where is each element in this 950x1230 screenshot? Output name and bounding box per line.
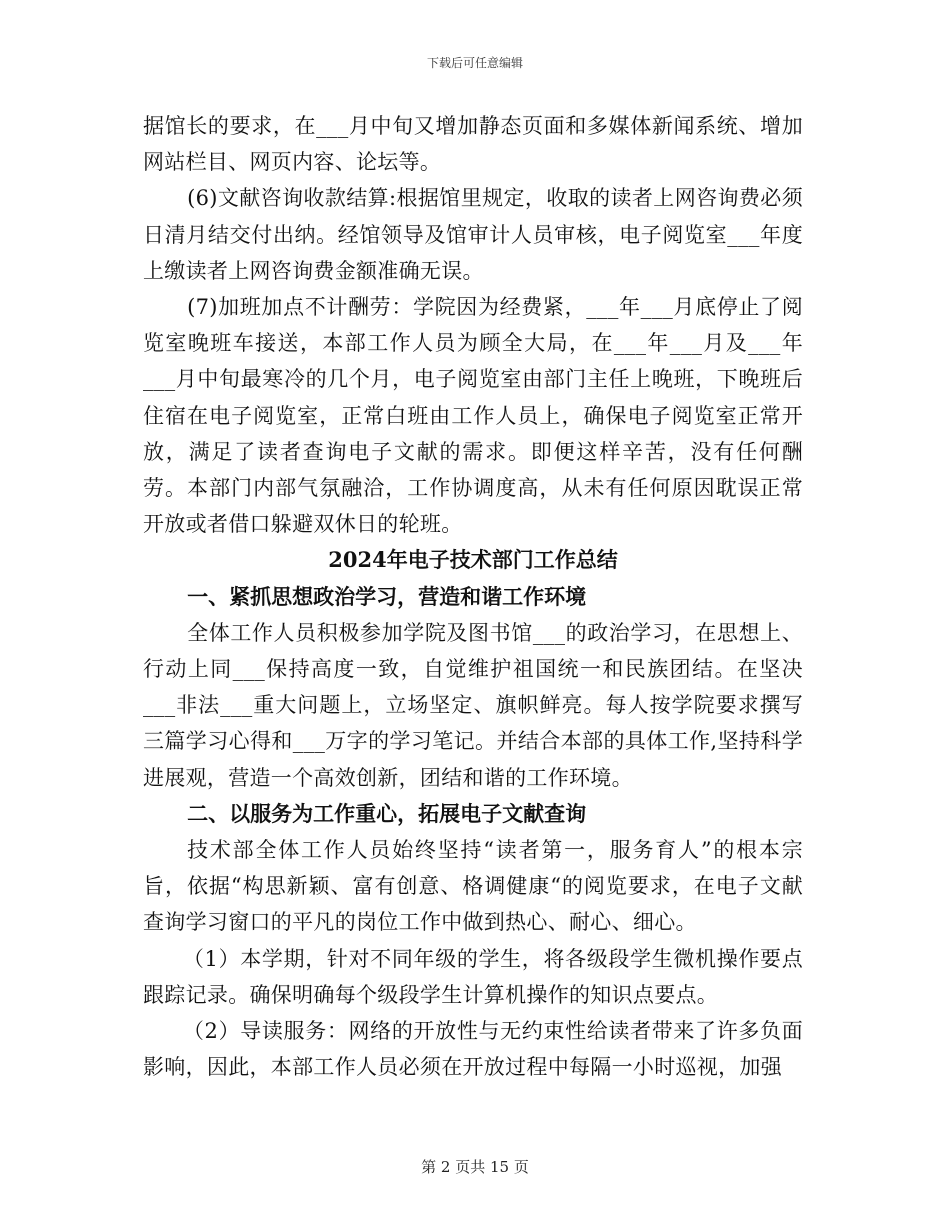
section-title: 2024年电子技术部门工作总结 — [328, 547, 618, 573]
document-body — [143, 108, 803, 1085]
page-header: 下载后可任意编辑 — [426, 56, 523, 70]
paragraph-item-1: （1）本学期，针对不同年级的学生，将各级段学生微机操作要点跟踪记录。确保明确每个级段学生计算机操作的知识点要点。 — [143, 946, 803, 1007]
page-footer: 第 2 页共 15 页 — [421, 1158, 529, 1176]
heading-2: 二、以服务为工作重心，拓展电子文献查询 — [187, 800, 587, 826]
paragraph-item-7: (7)加班加点不计酬劳：学院因为经费紧，___年___月底停止了阅览室晚班车接送，本部工作人员为顾全大局，在___年___月及___年___月中旬最寒冷的几个月，电子阅览室由部门主任上晚班，下晚班后住宿在电子阅览室，正常白班由工作人员上，确保电子阅览室正常开放，满足了读者查询电子文献的需求。即便这样辛苦，没有任何酬劳。本部门内部气氛融洽，工作协调度高，从未有任何原因耽误正常开放或者借口躲避双休日的轮班。 — [143, 295, 803, 537]
paragraph-continuation: 据馆长的要求，在___月中旬又增加静态页面和多媒体新闻系统、增加网站栏目、网页内容、论坛等。 — [143, 114, 803, 175]
paragraph-item-6: (6)文献咨询收款结算:根据馆里规定，收取的读者上网咨询费必须日清月结交付出纳。经馆领导及馆审计人员审核，电子阅览室___年度上缴读者上网咨询费金额准确无误。 — [143, 186, 803, 283]
heading-1: 一、紧抓思想政治学习，营造和谐工作环境 — [187, 583, 587, 609]
paragraph-politics: 全体工作人员积极参加学院及图书馆___的政治学习，在思想上、行动上同___保持高度一致，自觉维护祖国统一和民族团结。在坚决___非法___重大问题上，立场坚定、旗帜鲜亮。每人按学院要求撰写三篇学习心得和___万字的学习笔记。并结合本部的具体工作,坚持科学进展观，营造一个高效创新，团结和谐的工作环境。 — [143, 620, 803, 790]
paragraph-service: 技术部全体工作人员始终坚持“读者第一，服务育人”的根本宗旨，依据“构思新颖、富有创意、格调健康“的阅览要求，在电子文献查询学习窗口的平凡的岗位工作中做到热心、耐心、细心。 — [143, 838, 803, 935]
paragraph-item-2: （2）导读服务：网络的开放性与无约束性给读者带来了许多负面影响，因此，本部工作人员必须在开放过程中每隔一小时巡视，加强 — [143, 1019, 803, 1080]
